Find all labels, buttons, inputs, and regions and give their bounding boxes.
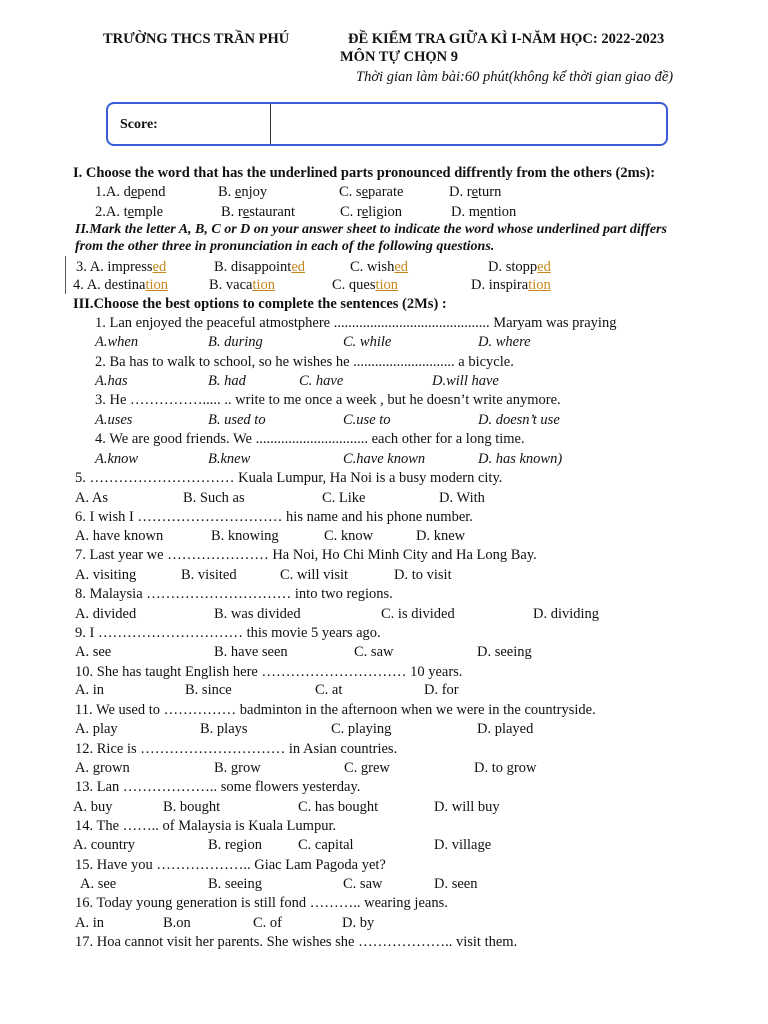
option-text: C. religion: [340, 204, 403, 220]
answer-option: D. doesn’t use: [478, 412, 560, 428]
answer-option: C. know: [324, 528, 374, 544]
answer-option: B. bought: [163, 799, 221, 815]
answer-option: D. for: [424, 682, 459, 698]
answer-option: A. see: [80, 876, 117, 892]
answer-option: D. to grow: [474, 760, 537, 776]
question-text: 13. Lan ……………….. some flowers yesterday.: [75, 779, 361, 795]
answer-option: A. see: [75, 644, 112, 660]
option-text: 4. A. destination: [73, 277, 169, 293]
question-text: 9. I ………………………… this movie 5 years ago.: [75, 625, 381, 641]
answer-option: C. capital: [298, 837, 354, 853]
subject-title: MÔN TỰ CHỌN 9: [340, 49, 459, 65]
question-text: 5. ………………………… Kuala Lumpur, Ha Noi is a busy modern city.: [75, 470, 503, 486]
answer-option: A.uses: [95, 412, 133, 428]
answer-option: A. play: [75, 721, 118, 737]
answer-option: A. As: [75, 490, 109, 506]
answer-option: B. used to: [208, 412, 266, 428]
school-name: TRƯỜNG THCS TRẦN PHÚ: [103, 31, 290, 47]
answer-option: A. visiting: [75, 567, 137, 583]
part1-heading: I. Choose the word that has the underlined parts pronounced diffrently from the others (2ms):: [73, 165, 656, 181]
question-text: 14. The …….. of Malaysia is Kuala Lumpur.: [75, 818, 337, 834]
question-text: 12. Rice is ………………………… in Asian countries.: [75, 741, 398, 757]
score-divider: [270, 104, 271, 144]
question-text: 3. He ……………..... .. write to me once a week , but he doesn’t write anymore.: [95, 392, 561, 408]
question-text: 16. Today young generation is still fond ……….. wearing jeans.: [75, 895, 448, 911]
answer-option: D. to visit: [394, 567, 452, 583]
question-text: 2. Ba has to walk to school, so he wishes he ............................ a bicycle.: [95, 354, 514, 370]
answer-option: D. played: [477, 721, 534, 737]
answer-option: B. had: [208, 373, 246, 389]
answer-option: D. With: [439, 490, 485, 506]
option-text: 2.A. temple: [95, 204, 164, 220]
answer-option: C. saw: [354, 644, 394, 660]
answer-option: C. at: [315, 682, 343, 698]
score-box: [106, 102, 668, 146]
exam-title: ĐỀ KIỂM TRA GIỮA KÌ I-NĂM HỌC: 2022-2023: [348, 31, 665, 47]
answer-option: A. in: [75, 682, 104, 698]
option-text: C. separate: [339, 184, 404, 200]
answer-option: A. country: [73, 837, 136, 853]
answer-option: D. where: [478, 334, 531, 350]
answer-option: B.knew: [208, 451, 251, 467]
answer-option: C. is divided: [381, 606, 455, 622]
answer-option: B. seeing: [208, 876, 262, 892]
answer-option: B. plays: [200, 721, 248, 737]
part2-heading-line2: from the other three in pronunciation in each of the following questions.: [75, 239, 495, 254]
question-text: 17. Hoa cannot visit her parents. She wishes she ……………….. visit them.: [75, 934, 518, 950]
question-text: 11. We used to …………… badminton in the afternoon when we were in the countryside.: [75, 702, 596, 718]
option-text: B. disappointed: [214, 259, 306, 275]
answer-option: D. by: [342, 915, 375, 931]
answer-option: B. knowing: [211, 528, 279, 544]
answer-option: A. in: [75, 915, 104, 931]
option-text: C. wished: [350, 259, 409, 275]
answer-option: A. grown: [75, 760, 130, 776]
answer-option: A. divided: [75, 606, 137, 622]
part3-heading: III.Choose the best options to complete the sentences (2Ms) :: [73, 296, 447, 312]
answer-option: A.know: [95, 451, 139, 467]
answer-option: A. buy: [73, 799, 113, 815]
part2-heading-line1: II.Mark the letter A, B, C or D on your answer sheet to indicate the word whose underlined part differs: [75, 222, 667, 237]
option-text: B. enjoy: [218, 184, 268, 200]
answer-option: B. Such as: [183, 490, 245, 506]
answer-option: D. seeing: [477, 644, 532, 660]
answer-option: B.on: [163, 915, 191, 931]
answer-option: C.have known: [343, 451, 426, 467]
question-text: 1. Lan enjoyed the peaceful atmostphere ........................................... Maryam was praying: [95, 315, 617, 331]
answer-option: A.when: [95, 334, 139, 350]
answer-option: C. will visit: [280, 567, 349, 583]
question-text: 6. I wish I ………………………… his name and his phone number.: [75, 509, 473, 525]
question-text: 10. She has taught English here ………………………… 10 years.: [75, 664, 463, 680]
answer-option: D. dividing: [533, 606, 600, 622]
answer-option: D. seen: [434, 876, 478, 892]
question-text: 7. Last year we ………………… Ha Noi, Ho Chi Minh City and Ha Long Bay.: [75, 547, 537, 563]
answer-option: D. village: [434, 837, 492, 853]
option-text: 3. A. impressed: [76, 259, 167, 275]
answer-option: D. has known): [478, 451, 563, 467]
answer-option: D.will have: [432, 373, 499, 389]
answer-option: C. saw: [343, 876, 383, 892]
answer-option: B. grow: [214, 760, 261, 776]
option-text: 1.A. depend: [95, 184, 166, 200]
score-label: Score:: [120, 117, 158, 132]
answer-option: C. has bought: [298, 799, 379, 815]
answer-option: B. was divided: [214, 606, 301, 622]
answer-option: C. of: [253, 915, 282, 931]
option-text: B. vacation: [209, 277, 276, 293]
option-text: D. return: [449, 184, 502, 200]
answer-option: C. have: [299, 373, 344, 389]
answer-option: B. visited: [181, 567, 237, 583]
option-text: D. stopped: [488, 259, 551, 275]
answer-option: B. during: [208, 334, 263, 350]
answer-option: A.has: [95, 373, 128, 389]
answer-option: C. playing: [331, 721, 392, 737]
option-text: B. restaurant: [221, 204, 296, 220]
margin-bar: [65, 256, 66, 294]
option-text: D. mention: [451, 204, 517, 220]
question-text: 4. We are good friends. We ............................... each other for a long time.: [95, 431, 525, 447]
answer-option: A. have known: [75, 528, 164, 544]
answer-option: C.use to: [343, 412, 391, 428]
option-text: D. inspiration: [471, 277, 551, 293]
answer-option: B. since: [185, 682, 232, 698]
answer-option: D. will buy: [434, 799, 500, 815]
exam-time: Thời gian làm bài:60 phút(không kể thời gian giao đề): [356, 69, 674, 85]
question-text: 8. Malaysia ………………………… into two regions.: [75, 586, 393, 602]
answer-option: B. have seen: [214, 644, 288, 660]
answer-option: C. while: [343, 334, 392, 350]
option-text: C. question: [332, 277, 399, 293]
answer-option: D. knew: [416, 528, 466, 544]
question-text: 15. Have you ……………….. Giac Lam Pagoda yet?: [75, 857, 386, 873]
answer-option: C. grew: [344, 760, 390, 776]
answer-option: B. region: [208, 837, 262, 853]
answer-option: C. Like: [322, 490, 366, 506]
